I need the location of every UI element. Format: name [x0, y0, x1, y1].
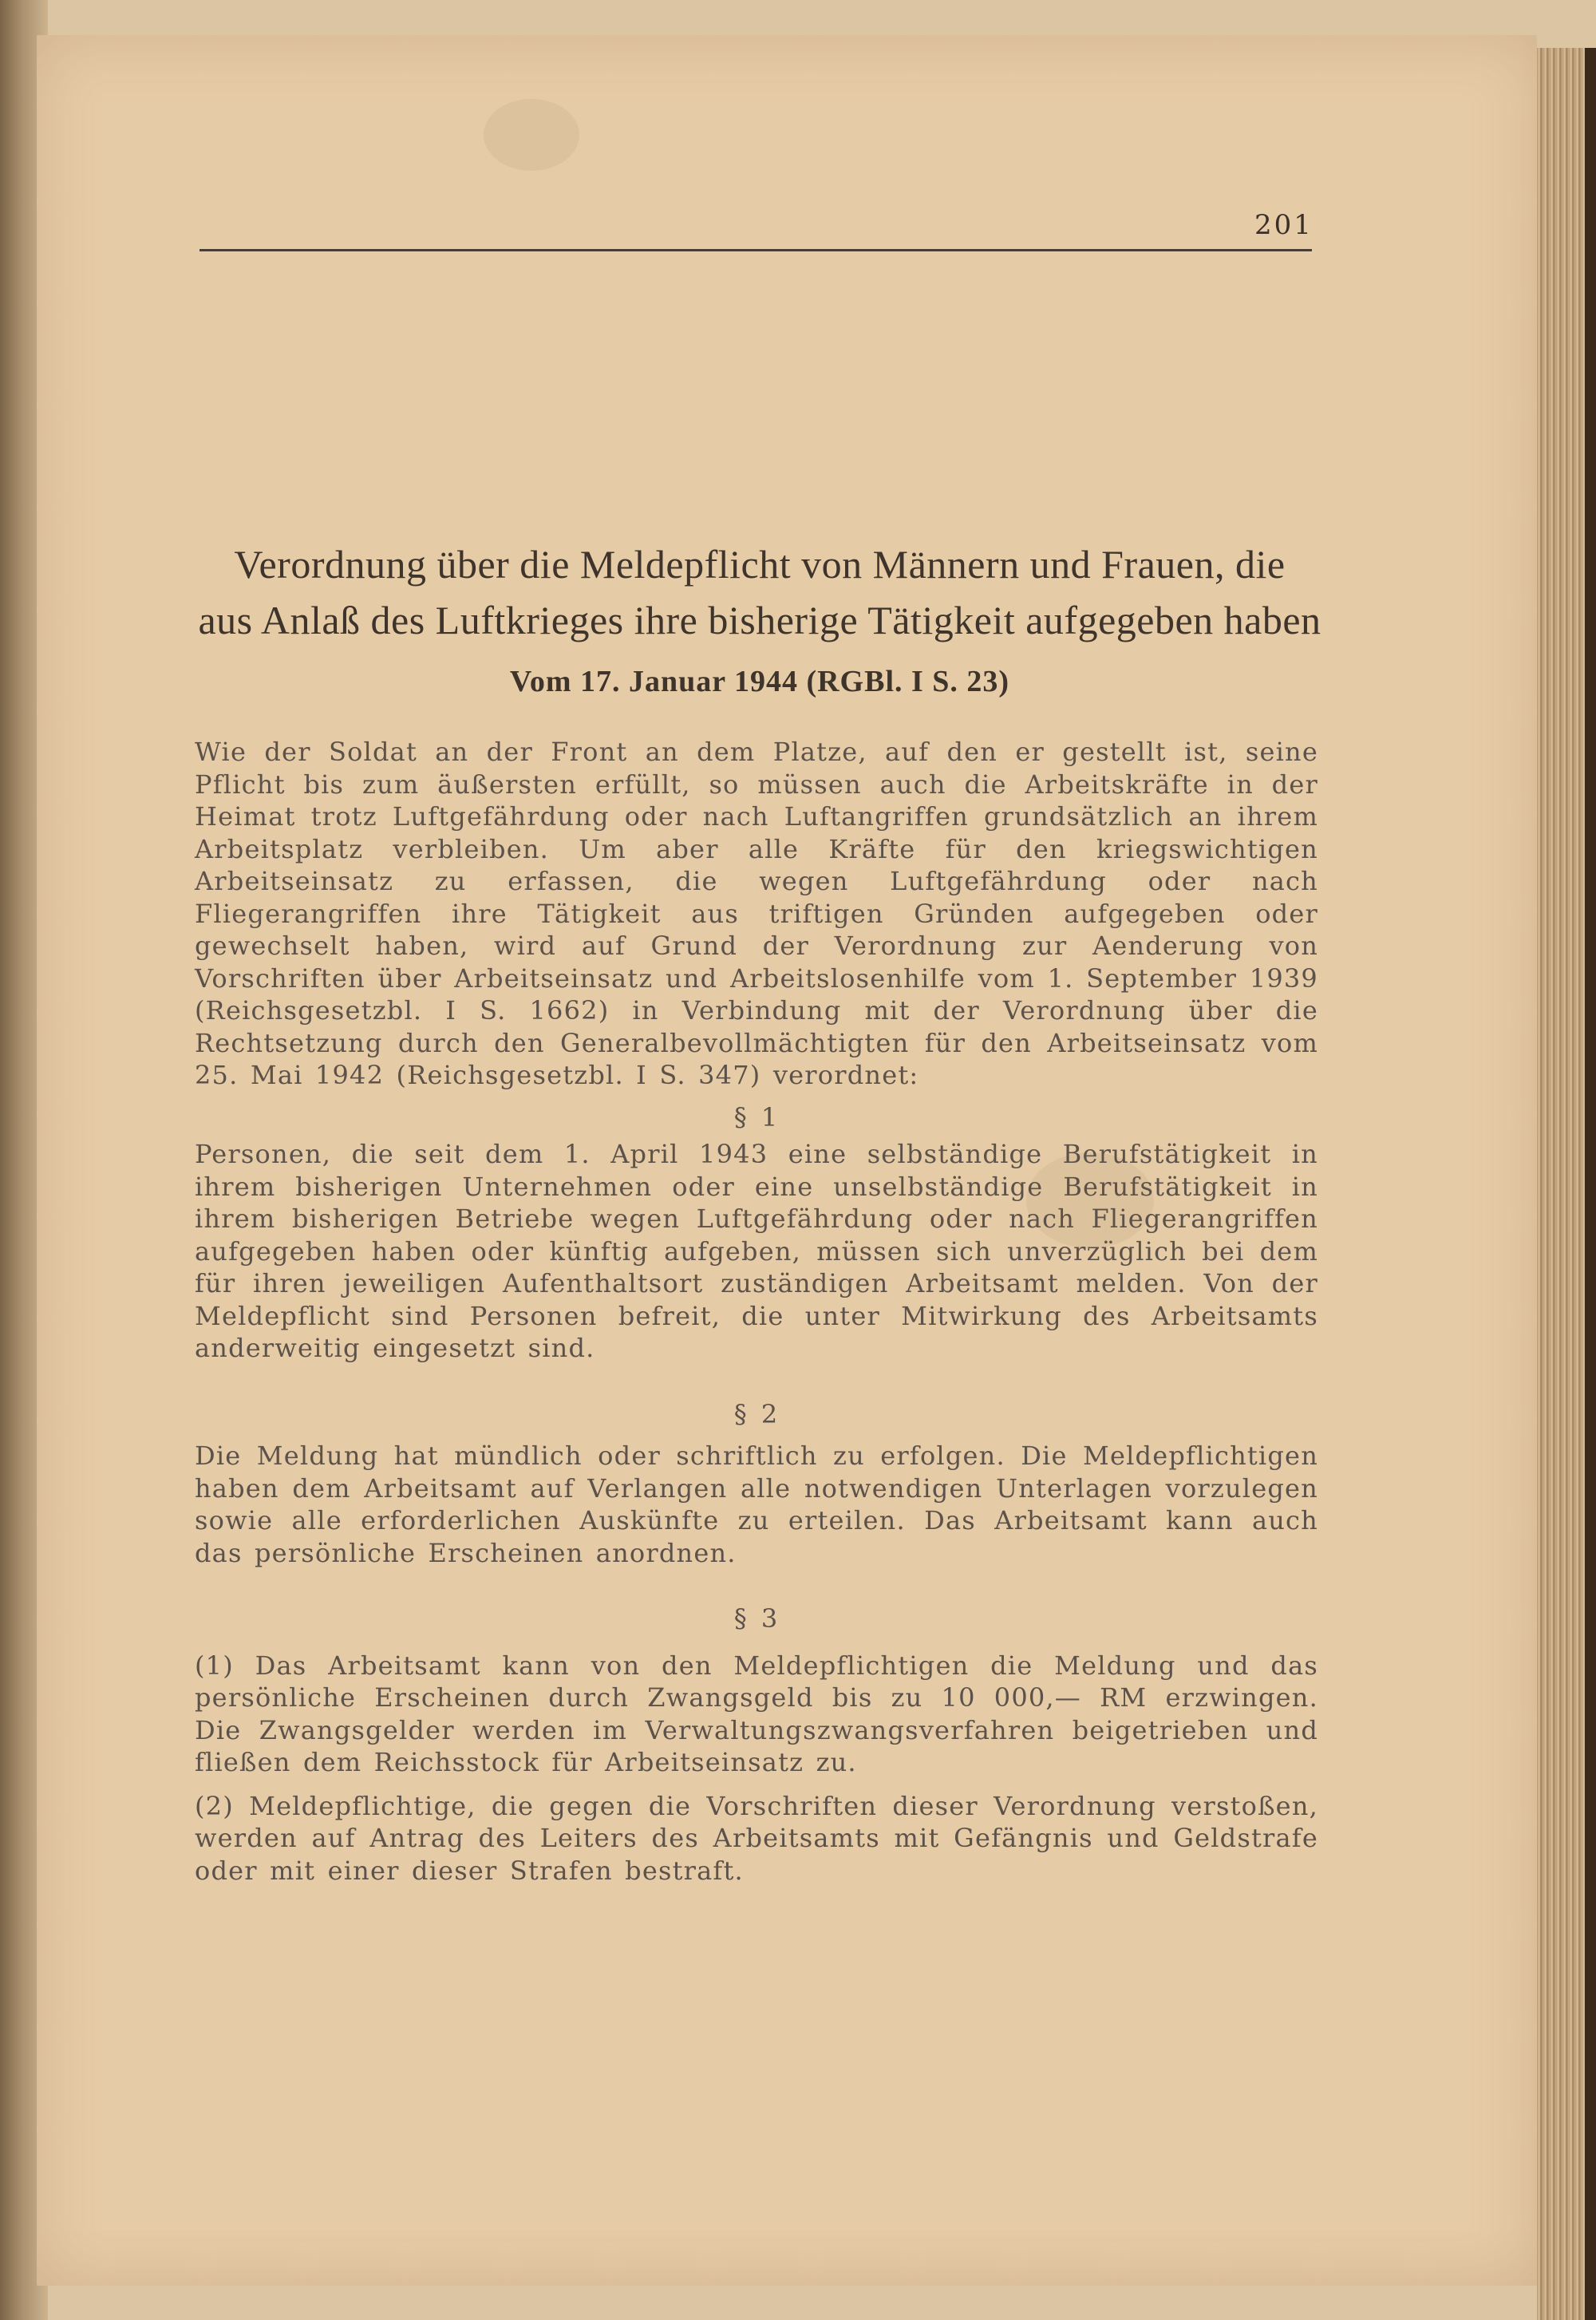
decree-date: Vom 17. Januar 1944 (RGBl. I S. 23): [509, 665, 1010, 698]
decree-body: [195, 736, 1318, 1887]
page-title: [195, 536, 1325, 648]
book-edge-rim: [1585, 48, 1596, 2320]
title-line-1: Verordnung über die Meldepflicht von Männern und Frauen, die: [234, 542, 1286, 587]
page-number: 201: [1254, 209, 1314, 241]
section-1-text: Personen, die seit dem 1. April 1943 eine selbständige Berufstätigkeit in ihrem bisherigen Unternehmen oder eine unselbständige Berufstätigkeit in ihrem bisherigen Betriebe wegen Luftgefährdung oder nach Fliegerangriffen aufgegeben haben oder künftig aufgeben, müssen sich unverzüglich bei dem für ihren jeweiligen Aufenthaltsort zuständigen Arbeitsamt melden. Von der Meldepflicht sind Personen befreit, die unter Mitwirkung des Arbeitsamts anderweitig eingesetzt sind.: [195, 1139, 1318, 1363]
section-1-heading: § 1: [733, 1101, 780, 1132]
paper-stain: [484, 99, 579, 171]
section-3-paragraph-1: (1) Das Arbeitsamt kann von den Meldepflichtigen die Meldung und das persönliche Erscheinen durch Zwangsgeld bis zu 10 000,— RM erzwingen. Die Zwangsgelder werden im Verwaltungszwangsverfahren beigetrieben und fließen dem Reichsstock für Arbeitseinsatz zu.: [195, 1650, 1318, 1777]
page-edges: [1537, 48, 1596, 2320]
preamble-paragraph: Wie der Soldat an der Front an dem Platze, auf den er gestellt ist, seine Pflicht bis zum äußersten erfüllt, so müssen auch die Arbeitskräfte in der Heimat trotz Luftgefährdung oder nach Luftangriffen grundsätzlich an ihrem Arbeitsplatz verbleiben. Um aber alle Kräfte für den kriegswichtigen Arbeitseinsatz zu erfassen, die wegen Luftgefährdung oder nach Fliegerangriffen ihre Tätigkeit aus triftigen Gründen aufgegeben oder gewechselt haben, wird auf Grund der Verordnung zur Aenderung von Vorschriften über Arbeitseinsatz und Arbeitslosenhilfe vom 1. September 1939 (Reichsgesetzbl. I S. 1662) in Verbindung mit der Verordnung über die Rechtsetzung durch den Generalbevollmächtigten für den Arbeitseinsatz vom 25. Mai 1942 (Reichsgesetzbl. I S. 347) verordnet:: [195, 737, 1318, 1090]
header-rule: [200, 249, 1312, 251]
section-2-heading: § 2: [733, 1398, 780, 1429]
section-2-text: Die Meldung hat mündlich oder schriftlich zu erfolgen. Die Meldepflichtigen haben dem Arbeitsamt auf Verlangen alle notwendigen Unterlagen vorzulegen sowie alle erforderlichen Auskünfte zu erteilen. Das Arbeitsamt kann auch das persönliche Erscheinen anordnen.: [195, 1441, 1318, 1568]
section-3-heading: § 3: [733, 1603, 780, 1634]
section-3-paragraph-2: (2) Meldepflichtige, die gegen die Vorschriften dieser Verordnung verstoßen, werden auf Antrag des Leiters des Arbeitsamts mit Gefängnis und Geldstrafe oder mit einer dieser Strafen bestraft.: [195, 1790, 1318, 1886]
title-line-2: aus Anlaß des Luftkrieges ihre bisherige Tätigkeit aufgegeben haben: [198, 598, 1321, 642]
